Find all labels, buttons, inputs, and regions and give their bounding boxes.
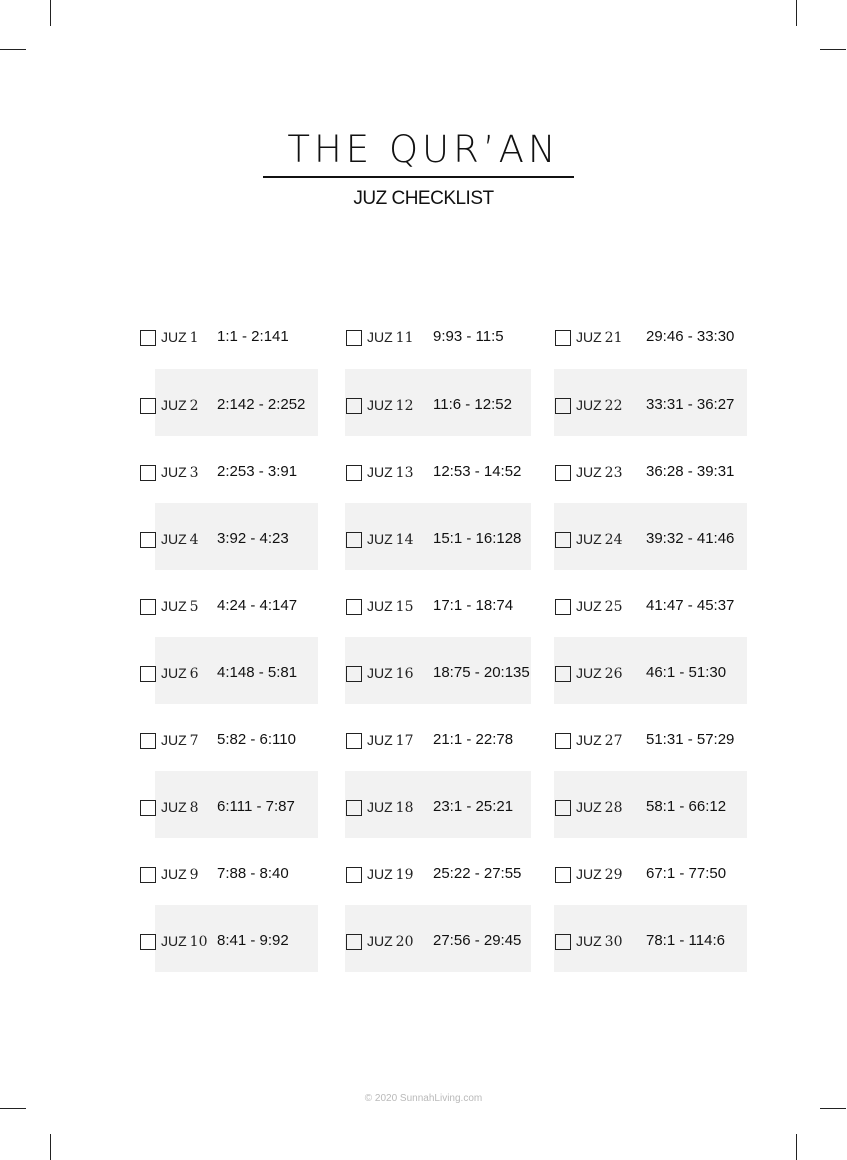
juz-label bbox=[367, 397, 414, 414]
juz-number: 19 bbox=[395, 867, 414, 883]
ayah-range: 17:1 - 18:74 bbox=[433, 597, 514, 614]
juz-prefix: JUZ bbox=[576, 866, 602, 882]
juz-number: 16 bbox=[395, 666, 414, 682]
juz-checkbox[interactable] bbox=[140, 867, 156, 883]
ayah-range: 78:1 - 114:6 bbox=[646, 932, 725, 949]
juz-row bbox=[345, 570, 565, 637]
checklist-column-2 bbox=[345, 302, 565, 972]
juz-number: 9 bbox=[189, 867, 199, 883]
juz-number: 25 bbox=[604, 599, 623, 615]
juz-checkbox[interactable] bbox=[140, 465, 156, 481]
juz-label bbox=[576, 464, 623, 481]
juz-row bbox=[139, 302, 359, 369]
juz-label bbox=[367, 665, 414, 682]
juz-number: 20 bbox=[395, 934, 414, 950]
juz-prefix: JUZ bbox=[367, 799, 393, 815]
juz-row bbox=[139, 637, 359, 704]
juz-row bbox=[139, 436, 359, 503]
juz-prefix: JUZ bbox=[367, 598, 393, 614]
juz-number: 23 bbox=[604, 465, 623, 481]
juz-checkbox[interactable] bbox=[140, 800, 156, 816]
juz-prefix: JUZ bbox=[576, 397, 602, 413]
crop-mark bbox=[796, 1134, 797, 1160]
crop-mark bbox=[820, 49, 846, 50]
juz-number: 13 bbox=[395, 465, 414, 481]
ayah-range: 67:1 - 77:50 bbox=[646, 865, 727, 882]
juz-checkbox[interactable] bbox=[346, 666, 362, 682]
ayah-range: 25:22 - 27:55 bbox=[433, 865, 522, 882]
copyright-footer: © 2020 SunnahLiving.com bbox=[364, 1093, 483, 1104]
juz-prefix: JUZ bbox=[576, 329, 602, 345]
juz-number: 14 bbox=[395, 532, 414, 548]
juz-label bbox=[576, 866, 623, 883]
juz-label bbox=[161, 464, 199, 481]
juz-checkbox[interactable] bbox=[140, 733, 156, 749]
juz-row bbox=[345, 704, 565, 771]
juz-checkbox[interactable] bbox=[555, 398, 571, 414]
juz-prefix: JUZ bbox=[161, 397, 187, 413]
juz-label bbox=[367, 329, 414, 346]
juz-label bbox=[576, 732, 623, 749]
juz-row bbox=[554, 503, 774, 570]
crop-mark bbox=[0, 49, 26, 50]
juz-prefix: JUZ bbox=[161, 799, 187, 815]
juz-number: 29 bbox=[604, 867, 623, 883]
juz-row bbox=[139, 704, 359, 771]
ayah-range: 21:1 - 22:78 bbox=[433, 731, 514, 748]
juz-row bbox=[554, 369, 774, 436]
crop-mark bbox=[50, 1134, 51, 1160]
juz-row bbox=[554, 637, 774, 704]
ayah-range: 23:1 - 25:21 bbox=[433, 798, 514, 815]
juz-number: 28 bbox=[604, 800, 623, 816]
juz-row bbox=[139, 905, 359, 972]
juz-number: 12 bbox=[395, 398, 414, 414]
juz-label bbox=[576, 933, 623, 950]
juz-row bbox=[345, 369, 565, 436]
juz-checkbox[interactable] bbox=[555, 330, 571, 346]
juz-row bbox=[554, 771, 774, 838]
juz-number: 11 bbox=[395, 330, 414, 346]
ayah-range: 8:41 - 9:92 bbox=[217, 932, 289, 949]
juz-prefix: JUZ bbox=[161, 329, 187, 345]
juz-row bbox=[139, 570, 359, 637]
ayah-range: 7:88 - 8:40 bbox=[217, 865, 289, 882]
ayah-range: 27:56 - 29:45 bbox=[433, 932, 522, 949]
juz-prefix: JUZ bbox=[576, 665, 602, 681]
juz-number: 8 bbox=[189, 800, 199, 816]
checklist-column-3 bbox=[554, 302, 774, 972]
crop-mark bbox=[50, 0, 51, 26]
juz-prefix: JUZ bbox=[367, 732, 393, 748]
juz-row bbox=[345, 637, 565, 704]
juz-label bbox=[367, 866, 414, 883]
juz-prefix: JUZ bbox=[576, 732, 602, 748]
ayah-range: 58:1 - 66:12 bbox=[646, 798, 727, 815]
ayah-range: 12:53 - 14:52 bbox=[433, 463, 522, 480]
ayah-range: 4:148 - 5:81 bbox=[217, 664, 298, 681]
juz-label bbox=[367, 598, 414, 615]
juz-prefix: JUZ bbox=[367, 464, 393, 480]
juz-label bbox=[367, 933, 414, 950]
juz-row bbox=[345, 905, 565, 972]
juz-checkbox[interactable] bbox=[346, 330, 362, 346]
juz-label bbox=[576, 598, 623, 615]
juz-number: 30 bbox=[604, 934, 623, 950]
juz-checkbox[interactable] bbox=[346, 867, 362, 883]
juz-label bbox=[367, 799, 414, 816]
ayah-range: 36:28 - 39:31 bbox=[646, 463, 735, 480]
juz-checkbox[interactable] bbox=[555, 733, 571, 749]
juz-number: 22 bbox=[604, 398, 623, 414]
juz-label bbox=[161, 329, 199, 346]
crop-mark bbox=[796, 0, 797, 26]
juz-checkbox[interactable] bbox=[555, 800, 571, 816]
juz-number: 7 bbox=[189, 733, 199, 749]
juz-label bbox=[576, 329, 623, 346]
juz-checkbox[interactable] bbox=[140, 599, 156, 615]
ayah-range: 3:92 - 4:23 bbox=[217, 530, 289, 547]
juz-number: 26 bbox=[604, 666, 623, 682]
juz-checkbox[interactable] bbox=[346, 398, 362, 414]
juz-prefix: JUZ bbox=[161, 464, 187, 480]
juz-row bbox=[139, 838, 359, 905]
juz-checkbox[interactable] bbox=[346, 599, 362, 615]
juz-label bbox=[161, 531, 199, 548]
juz-prefix: JUZ bbox=[576, 933, 602, 949]
juz-label bbox=[576, 531, 623, 548]
juz-prefix: JUZ bbox=[161, 598, 187, 614]
juz-checkbox[interactable] bbox=[555, 465, 571, 481]
juz-checkbox[interactable] bbox=[555, 666, 571, 682]
ayah-range: 1:1 - 2:141 bbox=[217, 328, 289, 345]
ayah-range: 29:46 - 33:30 bbox=[646, 328, 735, 345]
ayah-range: 51:31 - 57:29 bbox=[646, 731, 735, 748]
juz-checkbox[interactable] bbox=[346, 465, 362, 481]
juz-row bbox=[554, 838, 774, 905]
juz-prefix: JUZ bbox=[576, 598, 602, 614]
juz-prefix: JUZ bbox=[367, 397, 393, 413]
juz-prefix: JUZ bbox=[161, 732, 187, 748]
juz-prefix: JUZ bbox=[161, 866, 187, 882]
juz-number: 27 bbox=[604, 733, 623, 749]
juz-label bbox=[576, 665, 623, 682]
juz-row bbox=[554, 302, 774, 369]
juz-label bbox=[576, 799, 623, 816]
ayah-range: 39:32 - 41:46 bbox=[646, 530, 735, 547]
juz-number: 4 bbox=[189, 532, 199, 548]
ayah-range: 2:142 - 2:252 bbox=[217, 396, 306, 413]
juz-label bbox=[161, 397, 199, 414]
juz-label bbox=[161, 732, 199, 749]
ayah-range: 2:253 - 3:91 bbox=[217, 463, 298, 480]
crop-mark bbox=[0, 1108, 26, 1109]
juz-checkbox[interactable] bbox=[140, 666, 156, 682]
ayah-range: 4:24 - 4:147 bbox=[217, 597, 298, 614]
juz-checkbox[interactable] bbox=[140, 330, 156, 346]
juz-row bbox=[554, 570, 774, 637]
juz-checkbox[interactable] bbox=[555, 532, 571, 548]
juz-prefix: JUZ bbox=[367, 329, 393, 345]
juz-prefix: JUZ bbox=[576, 464, 602, 480]
juz-label bbox=[161, 933, 208, 950]
juz-checkbox[interactable] bbox=[346, 934, 362, 950]
juz-prefix: JUZ bbox=[576, 799, 602, 815]
juz-row bbox=[345, 503, 565, 570]
juz-number: 1 bbox=[189, 330, 199, 346]
juz-row bbox=[345, 838, 565, 905]
juz-number: 3 bbox=[189, 465, 199, 481]
ayah-range: 15:1 - 16:128 bbox=[433, 530, 522, 547]
page-subtitle: JUZ CHECKLIST bbox=[353, 188, 494, 209]
juz-number: 21 bbox=[604, 330, 623, 346]
juz-row bbox=[554, 704, 774, 771]
juz-label bbox=[367, 531, 414, 548]
juz-checkbox[interactable] bbox=[555, 934, 571, 950]
juz-row bbox=[345, 302, 565, 369]
juz-row bbox=[554, 905, 774, 972]
juz-row bbox=[345, 771, 565, 838]
juz-label bbox=[367, 464, 414, 481]
juz-checkbox[interactable] bbox=[346, 733, 362, 749]
title-divider bbox=[263, 176, 574, 178]
juz-checkbox[interactable] bbox=[140, 934, 156, 950]
juz-number: 6 bbox=[189, 666, 199, 682]
juz-checkbox[interactable] bbox=[346, 532, 362, 548]
juz-prefix: JUZ bbox=[367, 866, 393, 882]
juz-number: 24 bbox=[604, 532, 623, 548]
juz-number: 15 bbox=[395, 599, 414, 615]
juz-number: 2 bbox=[189, 398, 199, 414]
juz-checkbox[interactable] bbox=[346, 800, 362, 816]
ayah-range: 6:111 - 7:87 bbox=[217, 798, 295, 815]
crop-mark bbox=[820, 1108, 846, 1109]
juz-prefix: JUZ bbox=[367, 665, 393, 681]
ayah-range: 18:75 - 20:135 bbox=[433, 664, 530, 681]
juz-label bbox=[161, 866, 199, 883]
juz-row bbox=[139, 771, 359, 838]
juz-prefix: JUZ bbox=[576, 531, 602, 547]
juz-number: 18 bbox=[395, 800, 414, 816]
juz-label bbox=[576, 397, 623, 414]
juz-label bbox=[367, 732, 414, 749]
juz-number: 10 bbox=[189, 934, 208, 950]
juz-checkbox[interactable] bbox=[140, 398, 156, 414]
juz-label bbox=[161, 799, 199, 816]
juz-row bbox=[345, 436, 565, 503]
checklist-column-1 bbox=[139, 302, 359, 972]
ayah-range: 9:93 - 11:5 bbox=[433, 328, 504, 345]
juz-row bbox=[139, 503, 359, 570]
juz-prefix: JUZ bbox=[367, 933, 393, 949]
page-title: THE QUR’AN bbox=[287, 128, 560, 171]
juz-checklist-grid bbox=[0, 302, 847, 974]
ayah-range: 5:82 - 6:110 bbox=[217, 731, 296, 748]
ayah-range: 46:1 - 51:30 bbox=[646, 664, 727, 681]
juz-number: 17 bbox=[395, 733, 414, 749]
juz-prefix: JUZ bbox=[161, 665, 187, 681]
juz-label bbox=[161, 598, 199, 615]
juz-prefix: JUZ bbox=[161, 933, 187, 949]
juz-prefix: JUZ bbox=[367, 531, 393, 547]
juz-checkbox[interactable] bbox=[140, 532, 156, 548]
juz-number: 5 bbox=[189, 599, 199, 615]
juz-row bbox=[554, 436, 774, 503]
ayah-range: 11:6 - 12:52 bbox=[433, 396, 512, 413]
juz-prefix: JUZ bbox=[161, 531, 187, 547]
juz-row bbox=[139, 369, 359, 436]
juz-checkbox[interactable] bbox=[555, 867, 571, 883]
ayah-range: 41:47 - 45:37 bbox=[646, 597, 735, 614]
juz-checkbox[interactable] bbox=[555, 599, 571, 615]
ayah-range: 33:31 - 36:27 bbox=[646, 396, 735, 413]
juz-label bbox=[161, 665, 199, 682]
